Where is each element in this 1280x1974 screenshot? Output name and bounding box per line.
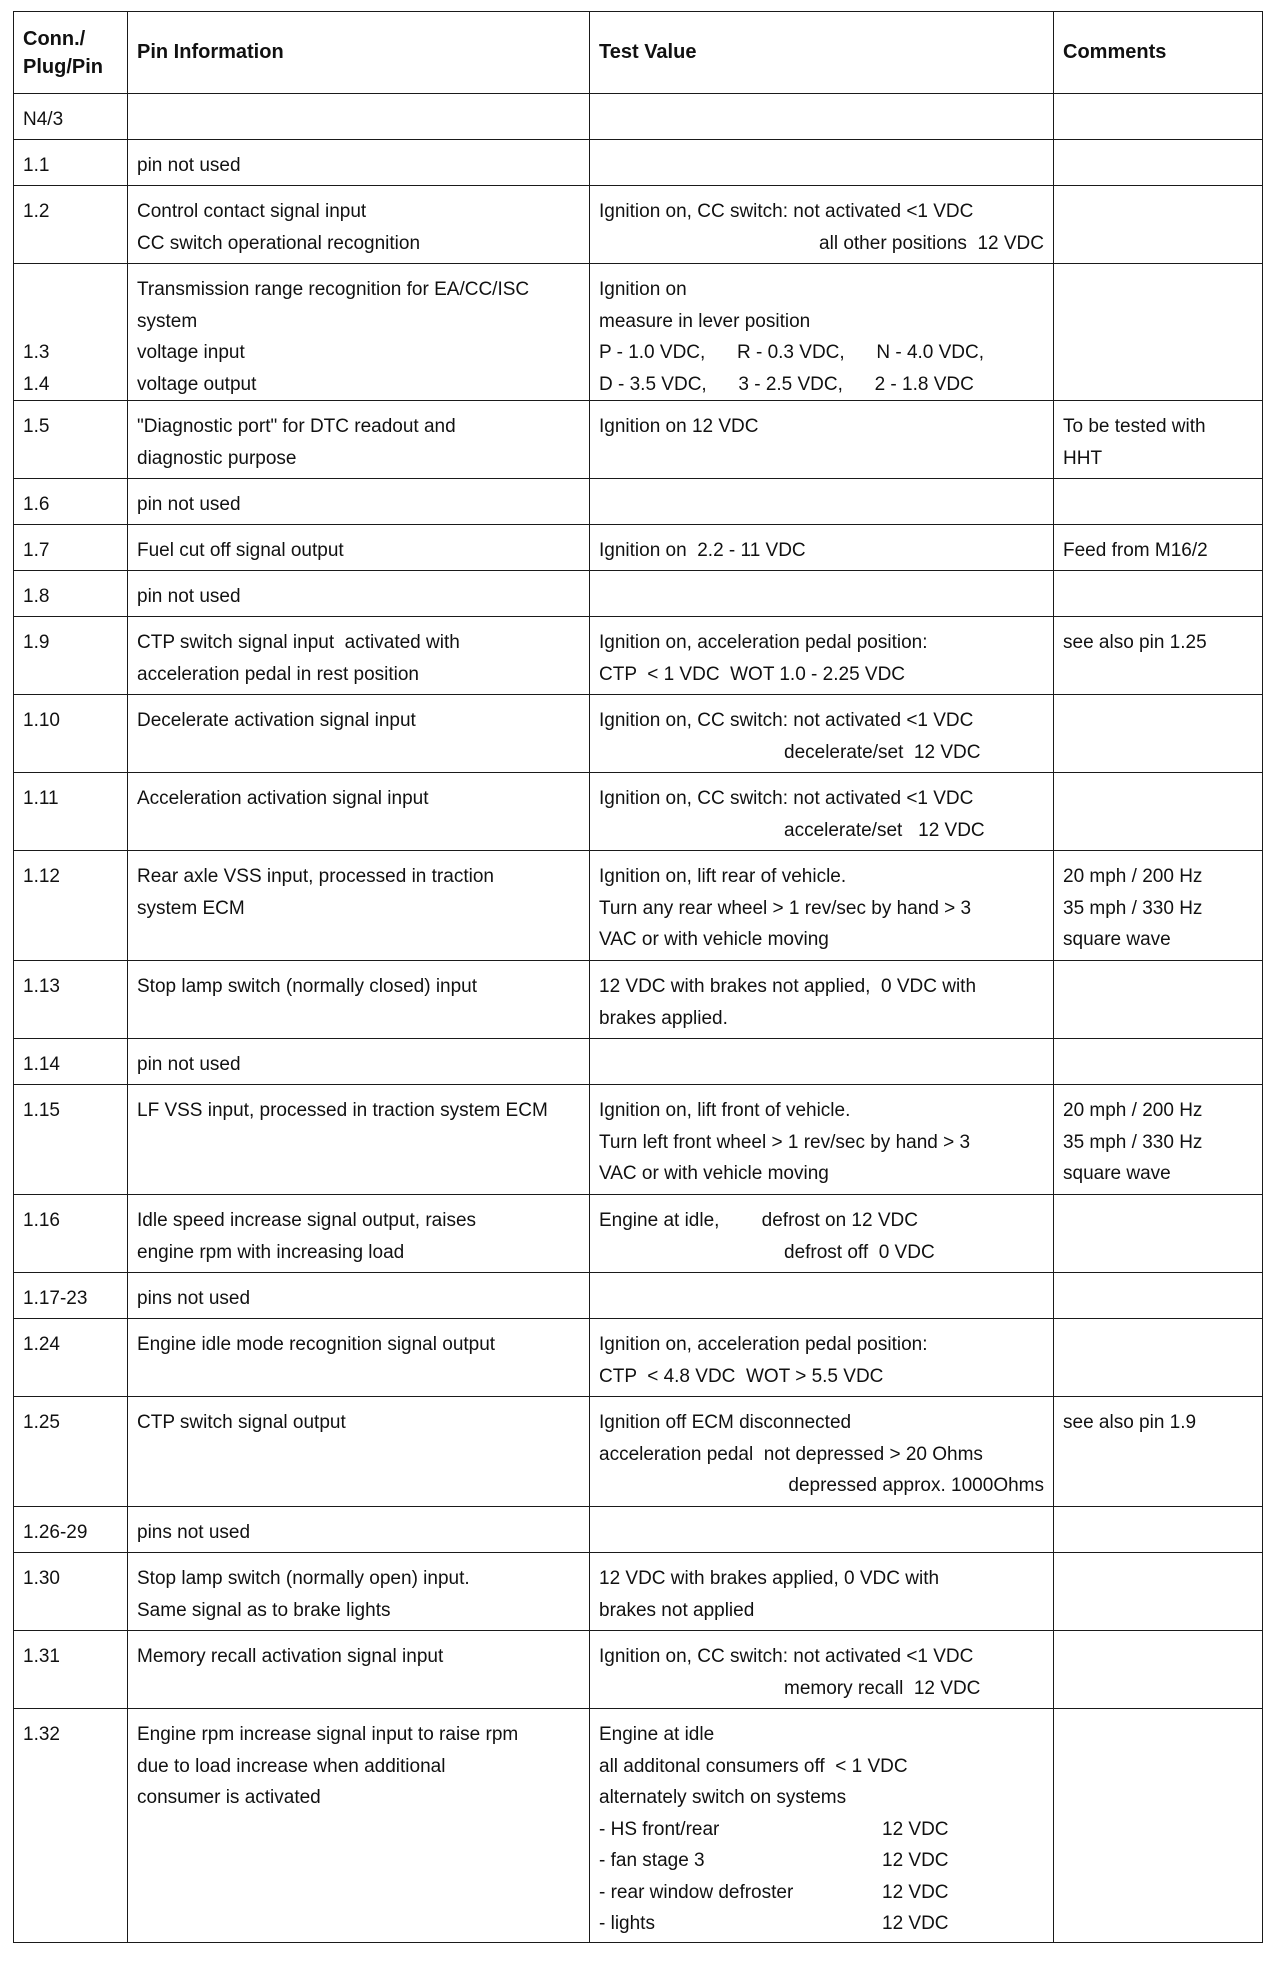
table-row	[14, 1039, 1263, 1085]
pin-label: 1.1	[23, 155, 50, 176]
comment-line: 20 mph / 200 Hz	[1063, 866, 1203, 887]
comment-cell	[1054, 1273, 1263, 1319]
table-row	[14, 961, 1263, 1039]
comment-cell	[1054, 1039, 1263, 1085]
pin-info-line: diagnostic purpose	[137, 447, 297, 469]
comment-cell	[1054, 94, 1263, 140]
spacer	[23, 274, 118, 306]
test-item-value: 12 VDC	[882, 1850, 949, 1871]
test-value-line: depressed approx. 1000Ohms	[788, 1475, 1044, 1496]
spacer	[23, 306, 118, 338]
test-value-item	[599, 1814, 1044, 1846]
pin-cell	[14, 773, 128, 851]
test-value-line: Ignition on, CC switch: not activated <1 VDC	[599, 201, 974, 222]
pin-label: 1.4	[23, 373, 50, 395]
comment-line: To be tested with	[1063, 416, 1206, 437]
test-value-cell	[590, 1319, 1054, 1397]
table-row	[14, 525, 1263, 571]
table-row	[14, 1319, 1263, 1397]
test-item-value: 12 VDC	[882, 1818, 949, 1840]
test-value-line: VAC or with vehicle moving	[599, 929, 829, 950]
comment-cell	[1054, 1319, 1263, 1397]
pin-info-line: Memory recall activation signal input	[137, 1646, 444, 1667]
pin-info-cell	[128, 773, 590, 851]
pin-label: 1.12	[23, 866, 60, 887]
test-value-line: Ignition on, lift rear of vehicle.	[599, 866, 847, 887]
table-row	[14, 94, 1263, 140]
pin-info-line: "Diagnostic port" for DTC readout and	[137, 416, 456, 437]
pin-info-line: Acceleration activation signal input	[137, 788, 429, 809]
header-row	[14, 12, 1263, 94]
pin-label: 1.11	[23, 788, 59, 809]
pin-cell	[14, 1273, 128, 1319]
pin-info-line: CTP switch signal input activated with	[137, 632, 460, 653]
table-body	[14, 94, 1263, 1943]
test-value-line: Ignition on 12 VDC	[599, 416, 759, 437]
pin-label: 1.15	[23, 1100, 60, 1121]
pin-info-cell	[128, 264, 590, 401]
pin-info-line: pin not used	[137, 155, 241, 176]
test-item-label: - fan stage 3	[599, 1850, 705, 1871]
test-item-value: 12 VDC	[882, 1913, 949, 1934]
pin-info-cell	[128, 1709, 590, 1943]
test-value-cell	[590, 1273, 1054, 1319]
pin-cell	[14, 1397, 128, 1507]
pin-info-cell	[128, 617, 590, 695]
test-value-line: Ignition on, CC switch: not activated <1 VDC	[599, 1646, 974, 1667]
pin-label: 1.8	[23, 586, 50, 607]
pin-info-line: Stop lamp switch (normally closed) input	[137, 976, 478, 997]
comment-cell	[1054, 401, 1263, 479]
pin-cell	[14, 1195, 128, 1273]
test-value-line: memory recall 12 VDC	[784, 1677, 981, 1699]
pin-info-line: CTP switch signal output	[137, 1412, 346, 1433]
test-value-cell	[590, 617, 1054, 695]
pin-label: 1.10	[23, 710, 60, 731]
pin-label: 1.2	[23, 201, 50, 222]
pin-info-line: voltage output	[137, 373, 257, 395]
pin-info-line: engine rpm with increasing load	[137, 1241, 405, 1263]
comment-cell	[1054, 1709, 1263, 1943]
table-row	[14, 773, 1263, 851]
pin-info-cell	[128, 525, 590, 571]
test-value-line: Turn any rear wheel > 1 rev/sec by hand > 3	[599, 897, 972, 919]
comment-cell	[1054, 773, 1263, 851]
pin-cell	[14, 695, 128, 773]
pin-cell	[14, 961, 128, 1039]
pin-info-line: pins not used	[137, 1288, 251, 1309]
table-row	[14, 401, 1263, 479]
comment-cell	[1054, 1631, 1263, 1709]
pin-cell	[14, 525, 128, 571]
pin-info-line: Engine idle mode recognition signal output	[137, 1334, 496, 1355]
comment-cell	[1054, 1085, 1263, 1195]
pin-info-cell	[128, 1195, 590, 1273]
test-value-line: accelerate/set 12 VDC	[784, 819, 985, 841]
test-value-cell	[590, 1709, 1054, 1943]
test-value-cell	[590, 264, 1054, 401]
pin-info-line: CC switch operational recognition	[137, 232, 421, 254]
pin-label: 1.30	[23, 1568, 60, 1589]
pin-label: 1.24	[23, 1334, 60, 1355]
comment-line: see also pin 1.25	[1063, 632, 1207, 653]
comment-cell	[1054, 264, 1263, 401]
pin-info-line: Fuel cut off signal output	[137, 540, 344, 561]
comment-line: 20 mph / 200 Hz	[1063, 1100, 1203, 1121]
test-value-line: decelerate/set 12 VDC	[784, 741, 981, 763]
pin-info-line: pin not used	[137, 494, 241, 515]
test-value-line: Ignition on 2.2 - 11 VDC	[599, 540, 806, 561]
pin-info-line: Idle speed increase signal output, raises	[137, 1210, 477, 1231]
pin-info-cell	[128, 186, 590, 264]
comment-cell	[1054, 186, 1263, 264]
pin-cell	[14, 1631, 128, 1709]
test-value-line: CTP < 1 VDC WOT 1.0 - 2.25 VDC	[599, 663, 906, 685]
test-value-line: VAC or with vehicle moving	[599, 1163, 829, 1184]
pin-label: 1.13	[23, 976, 60, 997]
pin-label: 1.6	[23, 494, 50, 515]
pin-info-line: pins not used	[137, 1522, 251, 1543]
pin-info-cell	[128, 1319, 590, 1397]
pin-cell	[14, 571, 128, 617]
pin-cell	[14, 140, 128, 186]
header-plug-pin: Plug/Pin	[23, 55, 103, 78]
test-value-cell	[590, 140, 1054, 186]
pin-info-cell	[128, 1397, 590, 1507]
test-value-cell	[590, 571, 1054, 617]
table-row	[14, 1273, 1263, 1319]
pin-info-cell	[128, 140, 590, 186]
pin-label: 1.17-23	[23, 1288, 88, 1309]
comment-cell	[1054, 1553, 1263, 1631]
comment-cell	[1054, 695, 1263, 773]
comment-cell	[1054, 617, 1263, 695]
comment-line: HHT	[1063, 447, 1103, 469]
pin-cell	[14, 1039, 128, 1085]
table-row	[14, 1085, 1263, 1195]
test-value-item	[599, 1877, 1044, 1909]
pin-info-line: system	[137, 310, 198, 332]
test-value-cell	[590, 1507, 1054, 1553]
test-value-cell	[590, 94, 1054, 140]
test-value-cell	[590, 773, 1054, 851]
comment-line: Feed from M16/2	[1063, 540, 1208, 561]
test-item-label: - lights	[599, 1913, 655, 1934]
pin-label: 1.14	[23, 1054, 60, 1075]
test-value-line: Ignition on, acceleration pedal position:	[599, 1334, 928, 1355]
test-value-cell	[590, 1039, 1054, 1085]
pin-cell	[14, 264, 128, 401]
test-value-line: CTP < 4.8 VDC WOT > 5.5 VDC	[599, 1365, 884, 1387]
pin-cell	[14, 1085, 128, 1195]
pin-info-line: consumer is activated	[137, 1787, 321, 1808]
comment-cell	[1054, 140, 1263, 186]
pin-label: 1.32	[23, 1724, 60, 1745]
pin-info-line: Rear axle VSS input, processed in traction	[137, 866, 494, 887]
test-value-line: defrost off 0 VDC	[784, 1241, 935, 1263]
pin-info-cell	[128, 851, 590, 961]
pin-info-line: acceleration pedal in rest position	[137, 663, 420, 685]
test-value-cell	[590, 479, 1054, 525]
test-value-line: alternately switch on systems	[599, 1787, 847, 1808]
pin-info-line: due to load increase when additional	[137, 1755, 446, 1777]
test-value-line: Ignition off ECM disconnected	[599, 1412, 852, 1433]
comment-line: see also pin 1.9	[1063, 1412, 1197, 1433]
comment-cell	[1054, 479, 1263, 525]
pin-info-cell	[128, 1273, 590, 1319]
test-value-line: Turn left front wheel > 1 rev/sec by hand > 3	[599, 1131, 971, 1153]
table-row	[14, 1397, 1263, 1507]
pin-info-line: voltage input	[137, 342, 245, 363]
pin-info-cell	[128, 94, 590, 140]
test-value-cell	[590, 1553, 1054, 1631]
test-value-cell	[590, 186, 1054, 264]
table-row	[14, 1553, 1263, 1631]
pin-cell	[14, 186, 128, 264]
test-value-line: Ignition on, CC switch: not activated <1 VDC	[599, 788, 974, 809]
pin-cell	[14, 94, 128, 140]
pin-cell	[14, 1709, 128, 1943]
header-test-value: Test Value	[590, 12, 1054, 94]
pin-info-line: Same signal as to brake lights	[137, 1599, 391, 1621]
table-row	[14, 186, 1263, 264]
test-value-line: D - 3.5 VDC, 3 - 2.5 VDC, 2 - 1.8 VDC	[599, 373, 974, 395]
pin-cell	[14, 1507, 128, 1553]
test-value-cell	[590, 851, 1054, 961]
comment-cell	[1054, 961, 1263, 1039]
test-value-line: 12 VDC with brakes not applied, 0 VDC with	[599, 976, 977, 997]
comment-cell	[1054, 571, 1263, 617]
pin-label: 1.26-29	[23, 1522, 88, 1543]
pin-cell	[14, 401, 128, 479]
test-value-line: P - 1.0 VDC, R - 0.3 VDC, N - 4.0 VDC,	[599, 342, 985, 363]
pin-info-line: Decelerate activation signal input	[137, 710, 416, 731]
pin-table	[13, 11, 1263, 1943]
test-value-cell	[590, 1085, 1054, 1195]
pin-label: 1.25	[23, 1412, 60, 1433]
comment-line: 35 mph / 330 Hz	[1063, 1131, 1203, 1153]
test-value-cell	[590, 695, 1054, 773]
test-value-cell	[590, 1397, 1054, 1507]
pin-info-cell	[128, 1507, 590, 1553]
comment-cell	[1054, 525, 1263, 571]
pin-info-line: Stop lamp switch (normally open) input.	[137, 1568, 470, 1589]
test-value-line: Ignition on	[599, 279, 687, 300]
test-value-line: all additonal consumers off < 1 VDC	[599, 1755, 908, 1777]
pin-cell	[14, 617, 128, 695]
test-value-cell	[590, 1195, 1054, 1273]
comment-cell	[1054, 851, 1263, 961]
test-value-item	[599, 1845, 1044, 1877]
test-item-label: - HS front/rear	[599, 1818, 720, 1840]
comment-line: square wave	[1063, 929, 1171, 950]
test-value-line: all other positions 12 VDC	[819, 232, 1044, 254]
pin-table-sheet	[13, 11, 1262, 1943]
table-row	[14, 140, 1263, 186]
test-value-line: measure in lever position	[599, 310, 811, 332]
test-value-line: Ignition on, CC switch: not activated <1 VDC	[599, 710, 974, 731]
table-row	[14, 851, 1263, 961]
pin-info-cell	[128, 1631, 590, 1709]
header-comments: Comments	[1054, 12, 1263, 94]
table-row	[14, 617, 1263, 695]
test-value-line: Ignition on, lift front of vehicle.	[599, 1100, 851, 1121]
pin-info-cell	[128, 961, 590, 1039]
pin-label: 1.3	[23, 342, 50, 363]
test-value-item	[599, 1908, 1044, 1940]
table-row	[14, 1195, 1263, 1273]
test-value-line: Ignition on, acceleration pedal position:	[599, 632, 928, 653]
test-item-value: 12 VDC	[882, 1881, 949, 1903]
test-value-cell	[590, 961, 1054, 1039]
pin-cell	[14, 1553, 128, 1631]
table-row	[14, 695, 1263, 773]
header-conn-plug-pin	[14, 12, 128, 94]
test-value-line: 12 VDC with brakes applied, 0 VDC with	[599, 1568, 940, 1589]
pin-label: 1.9	[23, 632, 50, 653]
comment-cell	[1054, 1507, 1263, 1553]
header-conn: Conn./	[23, 27, 86, 50]
pin-info-line: Control contact signal input	[137, 201, 367, 222]
pin-label: 1.7	[23, 540, 50, 561]
test-value-line: brakes applied.	[599, 1007, 728, 1029]
comment-line: 35 mph / 330 Hz	[1063, 897, 1203, 919]
pin-info-line: Engine rpm increase signal input to raise rpm	[137, 1724, 519, 1745]
header-pin-information: Pin Information	[128, 12, 590, 94]
pin-label: 1.31	[23, 1646, 60, 1667]
pin-info-cell	[128, 1085, 590, 1195]
pin-info-line: LF VSS input, processed in traction system ECM	[137, 1100, 548, 1121]
pin-info-cell	[128, 1553, 590, 1631]
test-value-cell	[590, 1631, 1054, 1709]
test-value-cell	[590, 525, 1054, 571]
pin-info-cell	[128, 571, 590, 617]
comment-cell	[1054, 1195, 1263, 1273]
table-row	[14, 479, 1263, 525]
test-value-line: acceleration pedal not depressed > 20 Ohms	[599, 1443, 983, 1465]
table-row	[14, 264, 1263, 401]
pin-info-line: pin not used	[137, 1054, 241, 1075]
comment-cell	[1054, 1397, 1263, 1507]
pin-info-cell	[128, 479, 590, 525]
pin-info-cell	[128, 695, 590, 773]
test-value-line: brakes not applied	[599, 1599, 755, 1621]
pin-cell	[14, 479, 128, 525]
pin-cell	[14, 851, 128, 961]
pin-cell	[14, 1319, 128, 1397]
pin-label: 1.5	[23, 416, 50, 437]
pin-info-cell	[128, 1039, 590, 1085]
table-row	[14, 1631, 1263, 1709]
pin-info-line: Transmission range recognition for EA/CC/ISC	[137, 279, 530, 300]
test-value-line: Engine at idle, defrost on 12 VDC	[599, 1210, 918, 1231]
pin-info-line: system ECM	[137, 897, 245, 919]
table-row	[14, 1709, 1263, 1943]
pin-info-cell	[128, 401, 590, 479]
comment-line: square wave	[1063, 1163, 1171, 1184]
test-value-line: Engine at idle	[599, 1724, 715, 1745]
test-value-cell	[590, 401, 1054, 479]
table-row	[14, 1507, 1263, 1553]
pin-info-line: pin not used	[137, 586, 241, 607]
table-row	[14, 571, 1263, 617]
test-item-label: - rear window defroster	[599, 1881, 794, 1903]
pin-label: N4/3	[23, 109, 64, 130]
pin-label: 1.16	[23, 1210, 60, 1231]
